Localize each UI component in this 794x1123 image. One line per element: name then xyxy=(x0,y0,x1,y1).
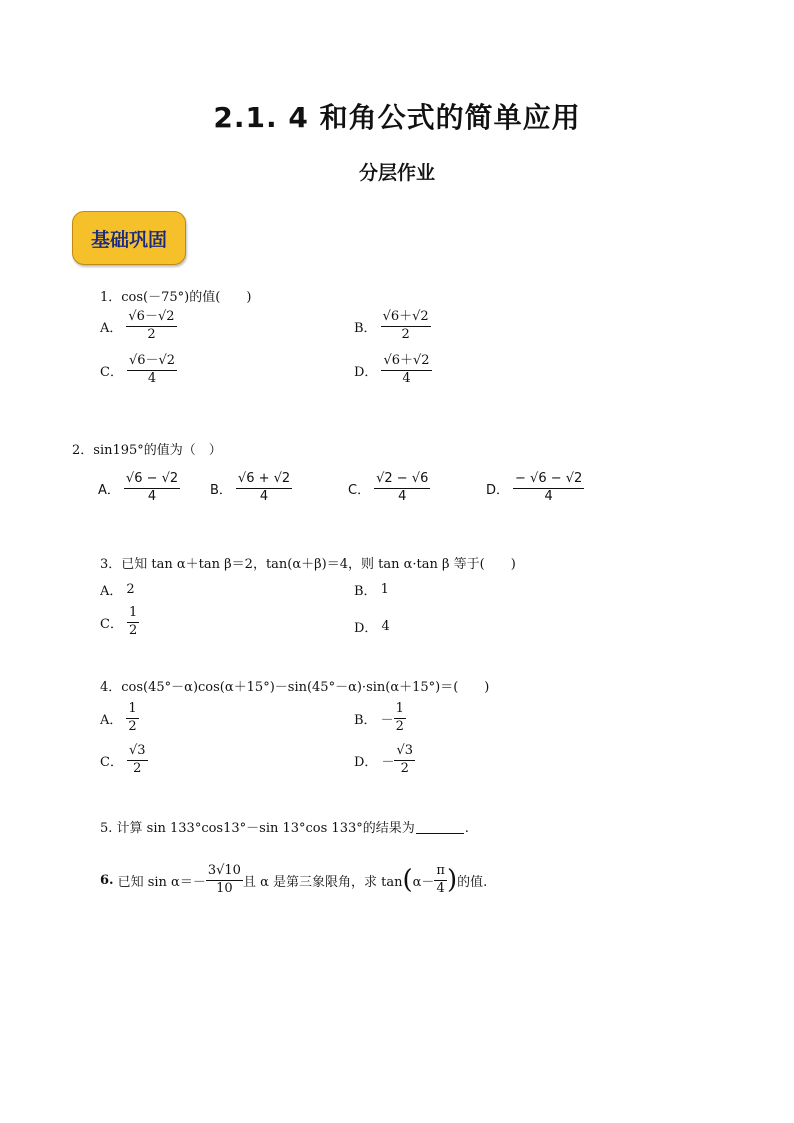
page-subtitle: 分层作业 xyxy=(358,162,435,184)
question-stem: cos(－75°)的值( ) xyxy=(121,290,252,305)
question-number: 3． xyxy=(100,557,122,572)
fraction: $\frac{√6-√2}{4}$ xyxy=(128,353,176,386)
q4-option-a: A． $\frac{1}{2}$ xyxy=(100,701,137,734)
question-number: 1． xyxy=(100,290,122,305)
question-4 xyxy=(100,676,489,695)
fraction: $\frac{1}{2}$ xyxy=(128,701,137,734)
answer-blank xyxy=(416,833,464,834)
fraction: $\frac{1}{2}$ xyxy=(395,701,404,734)
q3-option-c: C． $\frac{1}{2}$ xyxy=(100,605,138,638)
q2-option-d: D． $\frac{- √6 - √2}{4}$ xyxy=(486,471,583,504)
q4-option-c: C． $\frac{√3}{2}$ xyxy=(100,743,146,776)
question-5: 5. 计算 sin 133°cos13°－sin 13°cos 133°的结果为 . xyxy=(100,821,469,836)
page-title: 2.1. 4 和角公式的简单应用 xyxy=(213,101,581,134)
q3-option-b: B． 1 xyxy=(354,582,389,599)
left-paren: ( xyxy=(402,865,413,896)
fraction: $\frac{- √6 - √2}{4}$ xyxy=(515,471,583,504)
section-badge: 基础巩固 xyxy=(72,211,186,265)
fraction: $\frac{1}{2}$ xyxy=(128,605,138,638)
q1-option-d: D． $\frac{√6+√2}{4}$ xyxy=(354,353,430,386)
fraction: $\frac{√3}{2}$ xyxy=(128,743,146,776)
q3-option-a: A． 2 xyxy=(100,582,135,599)
fraction: $\frac{√6-√2}{2}$ xyxy=(128,309,175,342)
question-number: 6. xyxy=(100,872,114,888)
question-stem: cos(45°－α)cos(α＋15°)－sin(45°－α)·sin(α＋15°)＝( ) xyxy=(121,680,490,695)
fraction: $\frac{√3}{2}$ xyxy=(396,743,414,776)
question-number: 4． xyxy=(100,680,122,695)
question-1 xyxy=(100,286,251,305)
fraction: $\frac{3√10}{10}$ xyxy=(207,863,241,896)
q2-option-b: B． $\frac{√6 + √2}{4}$ xyxy=(210,471,291,504)
fraction: $\frac{√6 - √2}{4}$ xyxy=(125,471,179,504)
q2-option-a: A． $\frac{√6 - √2}{4}$ xyxy=(98,471,179,504)
fraction: $\frac{\pi}{4}$ xyxy=(436,863,445,896)
question-2 xyxy=(72,439,222,458)
fraction: $\frac{√2 - √6}{4}$ xyxy=(376,471,429,504)
right-paren: ) xyxy=(446,865,458,896)
question-stem: sin195°的值为（ ） xyxy=(93,443,222,458)
question-3 xyxy=(100,553,516,572)
q1-option-c: C． $\frac{√6-√2}{4}$ xyxy=(100,353,176,386)
question-number: 2． xyxy=(72,443,94,458)
question-number: 5. xyxy=(100,821,113,836)
q4-option-b: B． － $\frac{1}{2}$ xyxy=(354,701,404,734)
fraction: $\frac{√6+√2}{2}$ xyxy=(382,309,429,342)
q3-option-d: D． 4 xyxy=(354,619,390,636)
q1-option-b: B． $\frac{√6+√2}{2}$ xyxy=(354,309,429,342)
question-stem: 计算 sin 133°cos13°－sin 13°cos 133°的结果为 xyxy=(116,821,415,836)
fraction: $\frac{√6+√2}{4}$ xyxy=(383,353,430,386)
q4-option-d: D． － $\frac{√3}{2}$ xyxy=(354,743,414,776)
question-6: 6. 已知 sin α＝－ $\frac{3√10}{10}$ 且 α 是第三象限角，求 tan ( α－ $\frac{\pi}{4}$ ) 的值. xyxy=(100,863,488,896)
q2-option-c: C． $\frac{√2 - √6}{4}$ xyxy=(348,471,429,504)
fraction: $\frac{√6 + √2}{4}$ xyxy=(237,471,291,504)
question-stem: 已知 tan α＋tan β＝2，tan(α＋β)＝4，则 tan α·tan β 等于( ) xyxy=(121,557,516,572)
q1-option-a: A． $\frac{√6-√2}{2}$ xyxy=(100,309,175,342)
